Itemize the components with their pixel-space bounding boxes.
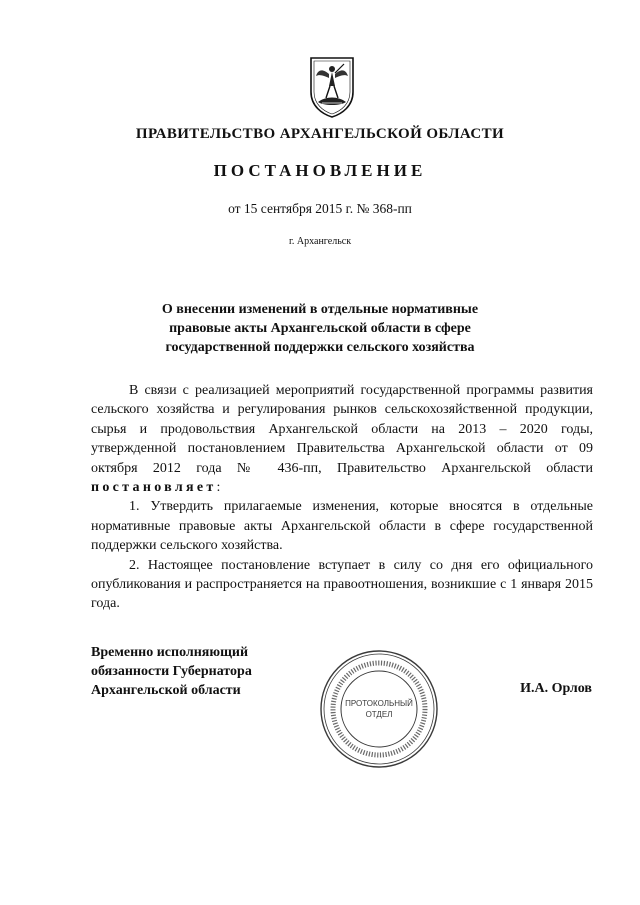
document-city: г. Архангельск — [288, 236, 352, 247]
signer-name: И.А. Орлов — [520, 681, 592, 696]
official-stamp — [318, 648, 440, 770]
preamble-paragraph — [91, 381, 593, 497]
stamp-text-line: ОТДЕЛ — [365, 710, 393, 719]
resolves-word: постановляет — [91, 480, 217, 496]
document-type: ПОСТАНОВЛЕНИЕ — [213, 161, 427, 180]
document-subject — [150, 300, 490, 357]
subject-line: О внесении изменений в отдельные нормативные — [161, 302, 479, 317]
document-date-number: от 15 сентября 2015 г. № 368-пп — [228, 201, 412, 216]
position-line: Архангельской области — [91, 683, 241, 698]
subject-line: государственной поддержки сельского хозяйства — [165, 340, 475, 355]
item-paragraph: 1. Утвердить прилагаемые изменения, которые вносятся в отдельные нормативные правовые акты Архангельской области в сфере государственной поддержки сельского хозяйства. — [91, 499, 593, 554]
stamp-text-line: ПРОТОКОЛЬНЫЙ — [345, 699, 413, 708]
resolves-colon: : — [216, 480, 221, 496]
signatory-position — [91, 643, 311, 700]
position-line: Временно исполняющий — [91, 645, 249, 660]
subject-line: правовые акты Архангельской области в сфере — [169, 321, 471, 336]
government-title: ПРАВИТЕЛЬСТВО АРХАНГЕЛЬСКОЙ ОБЛАСТИ — [135, 126, 505, 142]
document-body — [91, 381, 593, 614]
position-line: обязанности Губернатора — [91, 664, 252, 679]
item-paragraph: 2. Настоящее постановление вступает в силу со дня его официального опубликования и распространяется на правоотношения, возникшие с 1 января 2015 года. — [91, 557, 593, 612]
preamble-text: В связи с реализацией мероприятий государственной программы развития сельского хозяйства и регулирования рынков сельскохозяйственной продукции, сырья и продовольствия Архангельской области на 2013 – 2020 годы, утвержденной постановлением Правительства Архангельской области от 09 октября 2012 года № 436-пп, Правительство Архангельской области — [91, 383, 593, 476]
coat-of-arms-icon — [308, 56, 356, 118]
